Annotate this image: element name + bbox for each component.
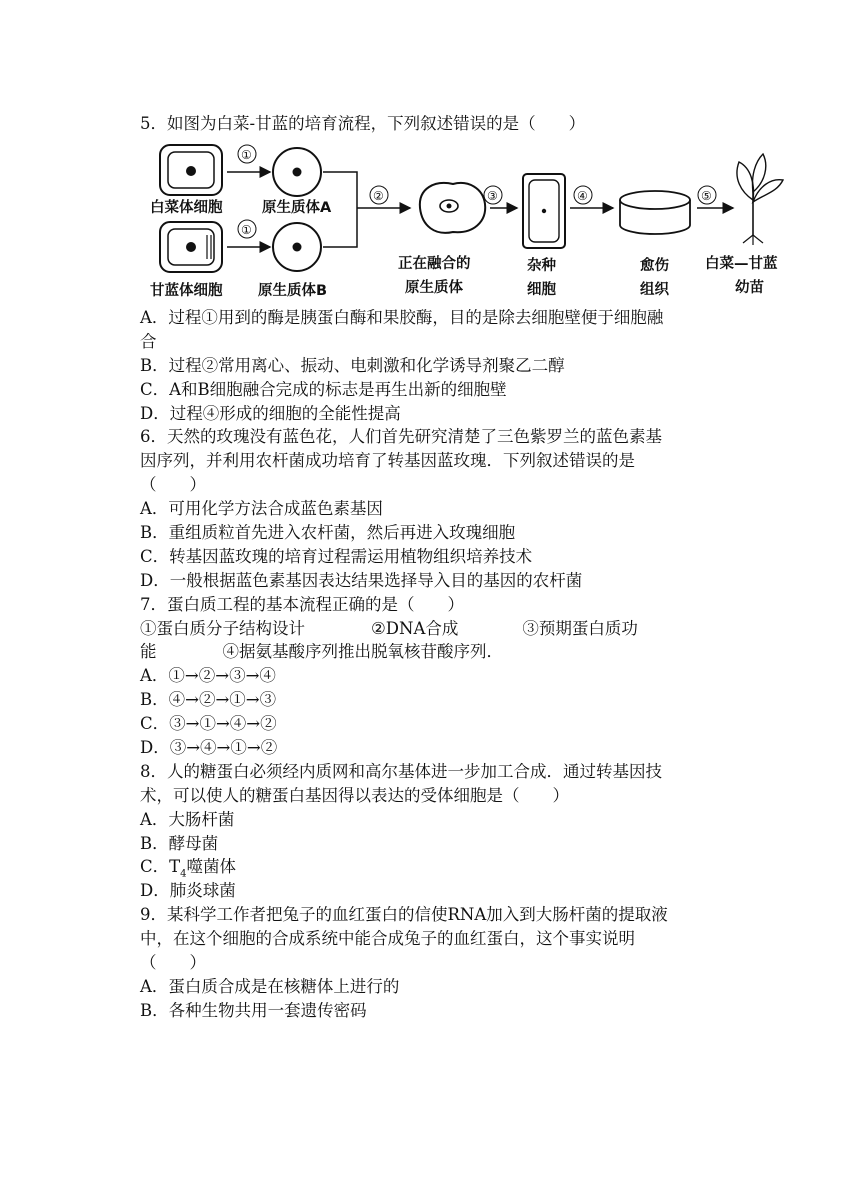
q5-option-c: C．A和B细胞融合完成的标志是再生出新的细胞壁 xyxy=(140,379,507,399)
q8-option-c-post: 噬菌体 xyxy=(186,857,237,877)
cabbage-cell-label: 白菜体细胞 xyxy=(150,200,223,216)
cabbage-cell-icon xyxy=(160,145,222,195)
q6-option-d: D．一般根据蓝色素基因表达结果选择导入目的基因的农杆菌 xyxy=(140,570,583,590)
q9-stem-1: 9．某科学工作者把兔子的血红蛋白的信使RNA加入到大肠杆菌的提取液 xyxy=(140,905,668,925)
q8-stem-2: 术，可以使人的糖蛋白基因得以表达的受体细胞是（ ） xyxy=(140,785,569,805)
q7-item-1: ①蛋白质分子结构设计 xyxy=(140,618,305,638)
q7-item-2: ②DNA合成 xyxy=(371,618,459,638)
hybrid-label-1: 杂种 xyxy=(527,258,556,274)
fusing-protoplast-icon xyxy=(420,183,485,233)
q7-items-row-2 xyxy=(140,640,730,664)
callus-label-2: 组织 xyxy=(640,282,669,298)
kale-cell-label: 甘蓝体细胞 xyxy=(150,283,223,299)
q8-option-d: D．肺炎球菌 xyxy=(140,881,236,901)
seedling-icon xyxy=(737,154,783,245)
q5-option-a-1: A．过程①用到的酶是胰蛋白酶和果胶酶，目的是除去细胞壁便于细胞融 xyxy=(140,308,664,327)
question-text-block xyxy=(140,112,730,136)
q9-option-a: A．蛋白质合成是在核糖体上进行的 xyxy=(140,976,400,996)
q9-stem-2: 中，在这个细胞的合成系统中能合成兔子的血红蛋白，这个事实说明 xyxy=(140,929,635,949)
q6-option-a: A．可用化学方法合成蓝色素基因 xyxy=(140,499,383,519)
q6-stem-3: （ ） xyxy=(140,475,206,495)
hybrid-label-2: 细胞 xyxy=(527,282,556,298)
q7-item-3: ③预期蛋白质功 xyxy=(522,618,638,638)
q8-option-b: B．酵母菌 xyxy=(140,833,219,853)
kale-cell-icon xyxy=(160,222,222,272)
step-3-label: ③ xyxy=(487,189,498,203)
q8-option-a: A．大肠杆菌 xyxy=(140,809,235,829)
q9-stem-3: （ ） xyxy=(140,953,206,973)
step-5-label: ⑤ xyxy=(701,189,712,203)
breeding-flow-diagram xyxy=(135,140,805,305)
fusing-label-2: 原生质体 xyxy=(405,280,463,296)
question-text-block-2 xyxy=(140,306,730,1023)
q6-stem-2: 因序列，并利用农杆菌成功培育了转基因蓝玫瑰．下列叙述错误的是 xyxy=(140,451,635,471)
step-4-label: ④ xyxy=(577,189,588,203)
protoplast-b-label: 原生质体B xyxy=(258,283,328,299)
q8-option-c xyxy=(140,855,730,879)
q7-items-row xyxy=(140,617,730,641)
q6-option-b: B．重组质粒首先进入农杆菌，然后再进入玫瑰细胞 xyxy=(140,523,516,543)
q8-option-c-pre: C．T xyxy=(140,857,181,877)
q5-option-d: D．过程④形成的细胞的全能性提高 xyxy=(140,403,401,423)
q7-option-a: A．①→②→③→④ xyxy=(140,666,276,686)
seedling-label-1: 白菜—甘蓝 xyxy=(705,256,778,272)
q8-option-c-sub: 4 xyxy=(180,868,187,880)
step-1a-label: ① xyxy=(241,148,252,162)
callus-icon xyxy=(620,191,690,234)
q7-option-d: D．③→④→①→② xyxy=(140,738,278,758)
step-1b-label: ① xyxy=(241,223,252,237)
callus-label-1: 愈伤 xyxy=(640,258,669,274)
q7-option-b: B．④→②→①→③ xyxy=(140,690,277,710)
protoplast-a-icon xyxy=(273,148,321,196)
q7-item-4: ④据氨基酸序列推出脱氧核苷酸序列． xyxy=(222,642,503,662)
q7-option-c: C．③→①→④→② xyxy=(140,714,277,734)
q5-stem: 5．如图为白菜-甘蓝的培育流程，下列叙述错误的是（ ） xyxy=(140,114,586,133)
q6-option-c: C．转基因蓝玫瑰的培育过程需运用植物组织培养技术 xyxy=(140,546,533,566)
protoplast-a-label: 原生质体A xyxy=(262,200,332,216)
q9-option-b: B．各种生物共用一套遗传密码 xyxy=(140,1000,367,1020)
q6-stem-1: 6．天然的玫瑰没有蓝色花，人们首先研究清楚了三色紫罗兰的蓝色素基 xyxy=(140,427,662,447)
fusing-label-1: 正在融合的 xyxy=(398,256,471,272)
q5-option-b: B．过程②常用离心、振动、电刺激和化学诱导剂聚乙二醇 xyxy=(140,355,565,375)
q8-stem-1: 8．人的糖蛋白必须经内质网和高尔基体进一步加工合成．通过转基因技 xyxy=(140,761,662,781)
seedling-label-2: 幼苗 xyxy=(735,280,764,296)
protoplast-b-icon xyxy=(273,223,321,271)
step-2-label: ② xyxy=(373,189,384,203)
q5-option-a-2: 合 xyxy=(140,331,157,351)
q7-stem: 7．蛋白质工程的基本流程正确的是（ ） xyxy=(140,594,464,614)
hybrid-cell-icon xyxy=(523,174,565,248)
q7-item-3-cont: 能 xyxy=(140,642,157,662)
